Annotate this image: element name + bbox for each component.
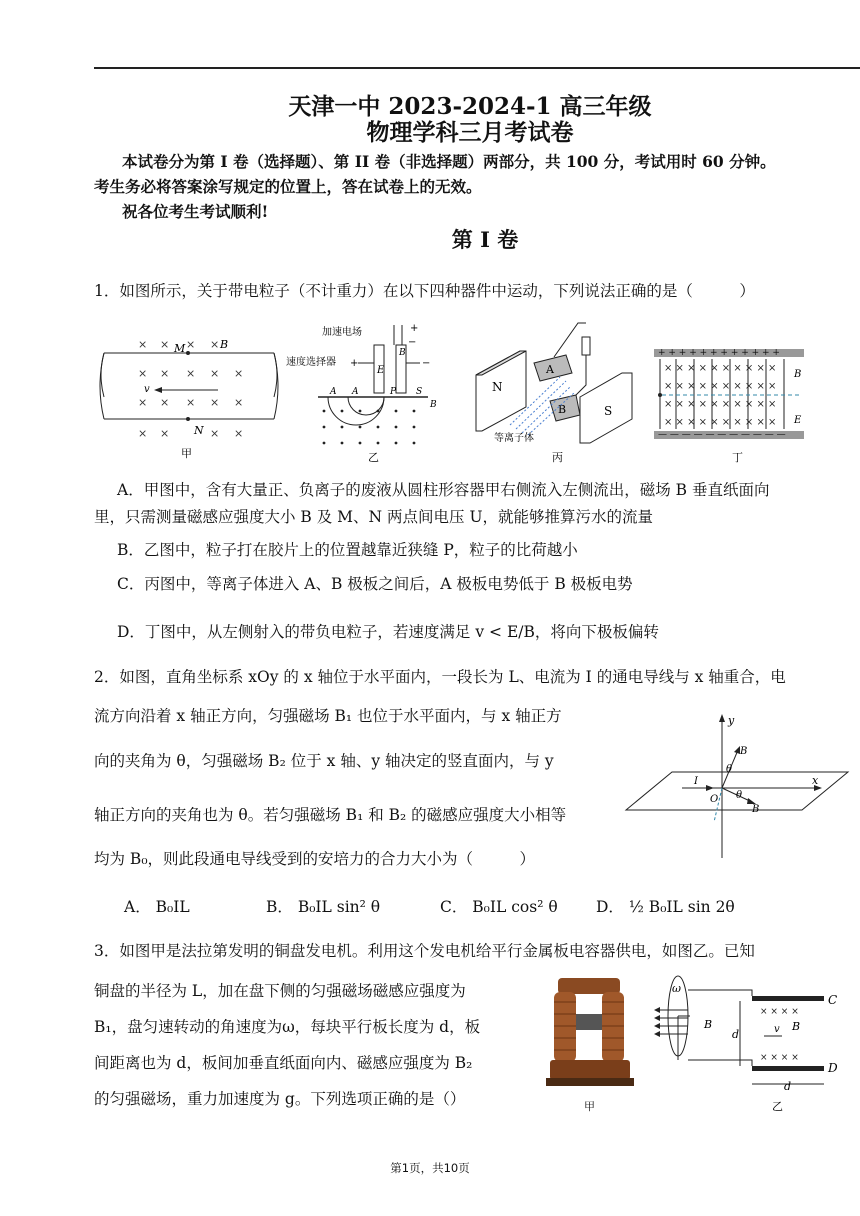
svg-text:θ: θ [736, 790, 743, 801]
svg-text:M: M [174, 342, 186, 355]
q1-figures [98, 315, 818, 470]
svg-text:B: B [740, 746, 748, 757]
svg-text:E: E [794, 415, 802, 426]
svg-text:−: − [422, 358, 431, 369]
svg-text:乙: 乙 [368, 451, 379, 464]
svg-text:×: × [160, 338, 170, 351]
svg-text:乙: 乙 [772, 1100, 783, 1113]
svg-text:×: × [234, 396, 244, 409]
svg-text:×: × [186, 367, 196, 380]
svg-text:B: B [704, 1018, 713, 1031]
svg-text:×: × [138, 396, 148, 409]
exam-title-line1: 天津一中 2023-2024-1 高三年级 [288, 93, 652, 120]
svg-text:d: d [784, 1080, 792, 1093]
figure-yi [286, 323, 437, 464]
svg-text:E: E [377, 365, 385, 376]
svg-text:B: B [752, 804, 760, 815]
q2-option-b: B． B₀IL sin² θ [266, 898, 381, 916]
svg-text:ω: ω [672, 982, 681, 995]
svg-text:θ: θ [726, 764, 733, 775]
svg-text:×: × [234, 367, 244, 380]
svg-text:丙: 丙 [552, 451, 563, 464]
section-heading: 第 I 卷 [451, 227, 519, 252]
svg-text:速度选择器: 速度选择器 [286, 357, 336, 368]
q1-stem: 1．如图所示，关于带电粒子（不计重力）在以下四种器件中运动，下列说法正确的是（ ） [94, 282, 755, 300]
svg-text:×: × [210, 367, 220, 380]
svg-text:v: v [144, 384, 150, 395]
svg-text:×: × [160, 367, 170, 380]
q2-figure [622, 712, 852, 862]
svg-text:丁: 丁 [732, 451, 743, 464]
svg-text:B: B [430, 400, 437, 410]
q1-option-b: B．乙图中，粒子打在胶片上的位置越靠近狭缝 P，粒子的比荷越小 [117, 541, 578, 559]
q3-line4: 间距离也为 d，板间加垂直纸面向内、磁感应强度为 B₂ [94, 1054, 473, 1072]
svg-text:×: × [160, 396, 170, 409]
svg-text:B: B [220, 338, 229, 351]
svg-text:C: C [828, 993, 838, 1007]
svg-text:B: B [558, 403, 567, 416]
q3-line2: 铜盘的半径为 L，加在盘下侧的匀强磁场磁感应强度为 [94, 982, 466, 1000]
svg-text:×: × [138, 338, 148, 351]
svg-text:y: y [728, 714, 735, 727]
q3-figure-yi [652, 970, 852, 1115]
svg-text:−: − [408, 337, 417, 348]
q2-line3: 向的夹角为 θ，匀强磁场 B₂ 位于 x 轴、y 轴决定的竖直面内，与 y [94, 752, 554, 770]
q2-line5: 均为 B₀，则此段通电导线受到的安培力的合力大小为（ ） [94, 850, 536, 868]
q1-option-a-line1: A．甲图中，含有大量正、负离子的废液从圆柱形容器甲右侧流入左侧流出，磁场 B 垂直纸面向 [117, 481, 770, 499]
svg-text:B: B [399, 348, 406, 358]
q1-option-d: D．丁图中，从左侧射入的带负电粒子，若速度满足 v < E/B，将向下极板偏转 [117, 623, 659, 641]
svg-text:A: A [330, 387, 337, 397]
svg-text:B: B [794, 369, 802, 380]
svg-text:D: D [828, 1061, 838, 1075]
svg-text:×: × [186, 396, 196, 409]
svg-text:×: × [138, 427, 148, 440]
svg-text:× × × × × × × × × ×: × × × × × × × × × × [664, 399, 777, 410]
q3-figure-jia [544, 970, 639, 1115]
svg-text:S: S [416, 387, 423, 397]
svg-text:×: × [210, 396, 220, 409]
svg-text:+: + [350, 358, 359, 369]
svg-text:甲: 甲 [584, 1100, 595, 1113]
svg-text:加速电场: 加速电场 [322, 327, 362, 338]
figure-jia [100, 338, 278, 460]
q1-option-a-line2: 里，只需测量磁感应强度大小 B 及 M、N 两点间电压 U，就能够推算污水的流量 [94, 508, 654, 526]
intro-line1: 本试卷分为第 I 卷（选择题）、第 II 卷（非选择题）两部分，共 100 分，考试用时 60 分钟。 [122, 152, 776, 171]
q2-option-d: D． ½ B₀IL sin 2θ [596, 898, 735, 916]
svg-text:A: A [546, 363, 554, 376]
q3-line5: 的匀强磁场，重力加速度为 g。下列选项正确的是（） [94, 1090, 466, 1108]
svg-text:N: N [492, 380, 503, 394]
q2-option-c: C． B₀IL cos² θ [440, 898, 558, 916]
q3-line3: B₁，盘匀速转动的角速度为ω，每块平行板长度为 d，板 [94, 1018, 481, 1036]
svg-text:+: + [410, 323, 419, 334]
svg-text:等离子体: 等离子体 [494, 433, 534, 444]
svg-text:P: P [390, 387, 397, 397]
top-rule [94, 67, 860, 69]
svg-text:× × × ×: × × × × [760, 1007, 799, 1017]
q2-line1: 2．如图，直角坐标系 xOy 的 x 轴位于水平面内，一段长为 L、电流为 I 的通电导线与 x 轴重合，电 [94, 668, 786, 686]
figure-bing [476, 323, 632, 464]
page-footer: 第1页，共10页 [390, 1161, 470, 1175]
q2-option-a: A． B₀IL [124, 898, 190, 916]
svg-text:+ + + + + + + + + + + +: + + + + + + + + + + + + [658, 348, 780, 358]
svg-text:×: × [210, 338, 220, 351]
svg-text:S: S [604, 404, 613, 418]
svg-text:×: × [186, 338, 196, 351]
exam-title-line2: 物理学科三月考试卷 [366, 119, 574, 146]
q2-line4: 轴正方向的夹角也为 θ。若匀强磁场 B₁ 和 B₂ 的磁感应强度大小相等 [94, 806, 567, 824]
svg-text:甲: 甲 [181, 447, 192, 460]
svg-text:×: × [234, 427, 244, 440]
q3-line1: 3．如图甲是法拉第发明的铜盘发电机。利用这个发电机给平行金属板电容器供电，如图乙。已知 [94, 942, 755, 960]
svg-text:×: × [160, 427, 170, 440]
svg-text:×: × [138, 367, 148, 380]
svg-text:— — — — — — — — — — —: — — — — — — — — — — — [658, 430, 786, 440]
q2-line2: 流方向沿着 x 轴正方向，匀强磁场 B₁ 也位于水平面内，与 x 轴正方 [94, 707, 562, 725]
wish-line: 祝各位考生考试顺利! [122, 202, 269, 221]
svg-text:× × × × × × × × × ×: × × × × × × × × × × [664, 417, 777, 428]
svg-text:B: B [792, 1020, 801, 1033]
svg-text:x: x [812, 774, 819, 787]
svg-text:× × × × × × × × × ×: × × × × × × × × × × [664, 381, 777, 392]
figure-ding [654, 348, 804, 464]
svg-text:I: I [694, 776, 698, 787]
svg-text:O: O [710, 794, 719, 805]
q1-option-c: C．丙图中，等离子体进入 A、B 极板之间后，A 极板电势低于 B 极板电势 [117, 575, 633, 593]
svg-text:A: A [352, 387, 359, 397]
svg-text:× × × × × × × × × ×: × × × × × × × × × × [664, 363, 777, 374]
svg-text:× × × ×: × × × × [760, 1053, 799, 1063]
svg-text:×: × [210, 427, 220, 440]
svg-text:v: v [774, 1024, 780, 1035]
svg-text:N: N [194, 424, 204, 437]
intro-line2: 考生务必将答案涂写规定的位置上，答在试卷上的无效。 [94, 177, 482, 196]
svg-text:d: d [732, 1028, 740, 1041]
